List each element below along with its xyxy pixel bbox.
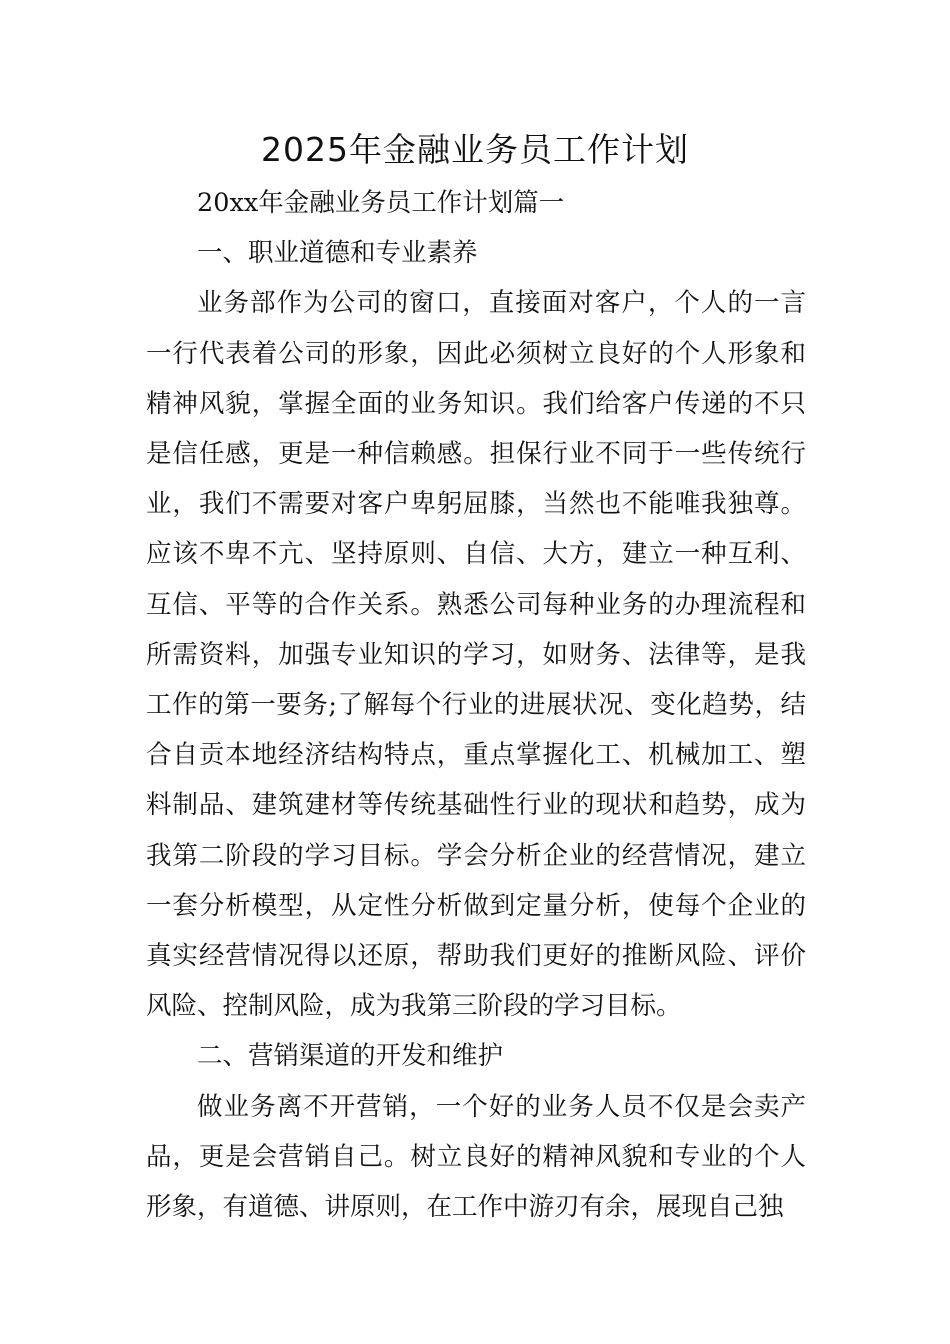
document-subtitle: 20xx年金融业务员工作计划篇一: [197, 188, 565, 218]
section-heading-2: 二、营销渠道的开发和维护: [197, 1041, 504, 1072]
document-body: [146, 178, 806, 1232]
section-paragraph-1: 业务部作为公司的窗口，直接面对客户，个人的一言一行代表着公司的形象，因此必须树立良好的个人形象和精神风貌，掌握全面的业务知识。我们给客户传递的不只是信任感，更是一种信赖感。担保行业不同于一些传统行业，我们不需要对客户卑躬屈膝，当然也不能唯我独尊。应该不卑不亢、坚持原则、自信、大方，建立一种互利、互信、平等的合作关系。熟悉公司每种业务的办理流程和所需资料，加强专业知识的学习，如财务、法律等，是我工作的第一要务;了解每个行业的进展状况、变化趋势，结合自贡本地经济结构特点，重点掌握化工、机械加工、塑料制品、建筑建材等传统基础性行业的现状和趋势，成为我第二阶段的学习目标。学会分析企业的经营情况，建立一套分析模型，从定性分析做到定量分析，使每个企业的真实经营情况得以还原，帮助我们更好的推断风险、评价风险、控制风险，成为我第三阶段的学习目标。: [146, 288, 806, 1022]
document-title: 2025年金融业务员工作计划: [261, 130, 689, 169]
section-paragraph-2: 做业务离不开营销，一个好的业务人员不仅是会卖产品，更是会营销自己。树立良好的精神风貌和专业的个人形象，有道德、讲原则，在工作中游刃有余，展现自己独: [146, 1091, 806, 1223]
section-heading-1: 一、职业道德和专业素养: [197, 238, 478, 269]
